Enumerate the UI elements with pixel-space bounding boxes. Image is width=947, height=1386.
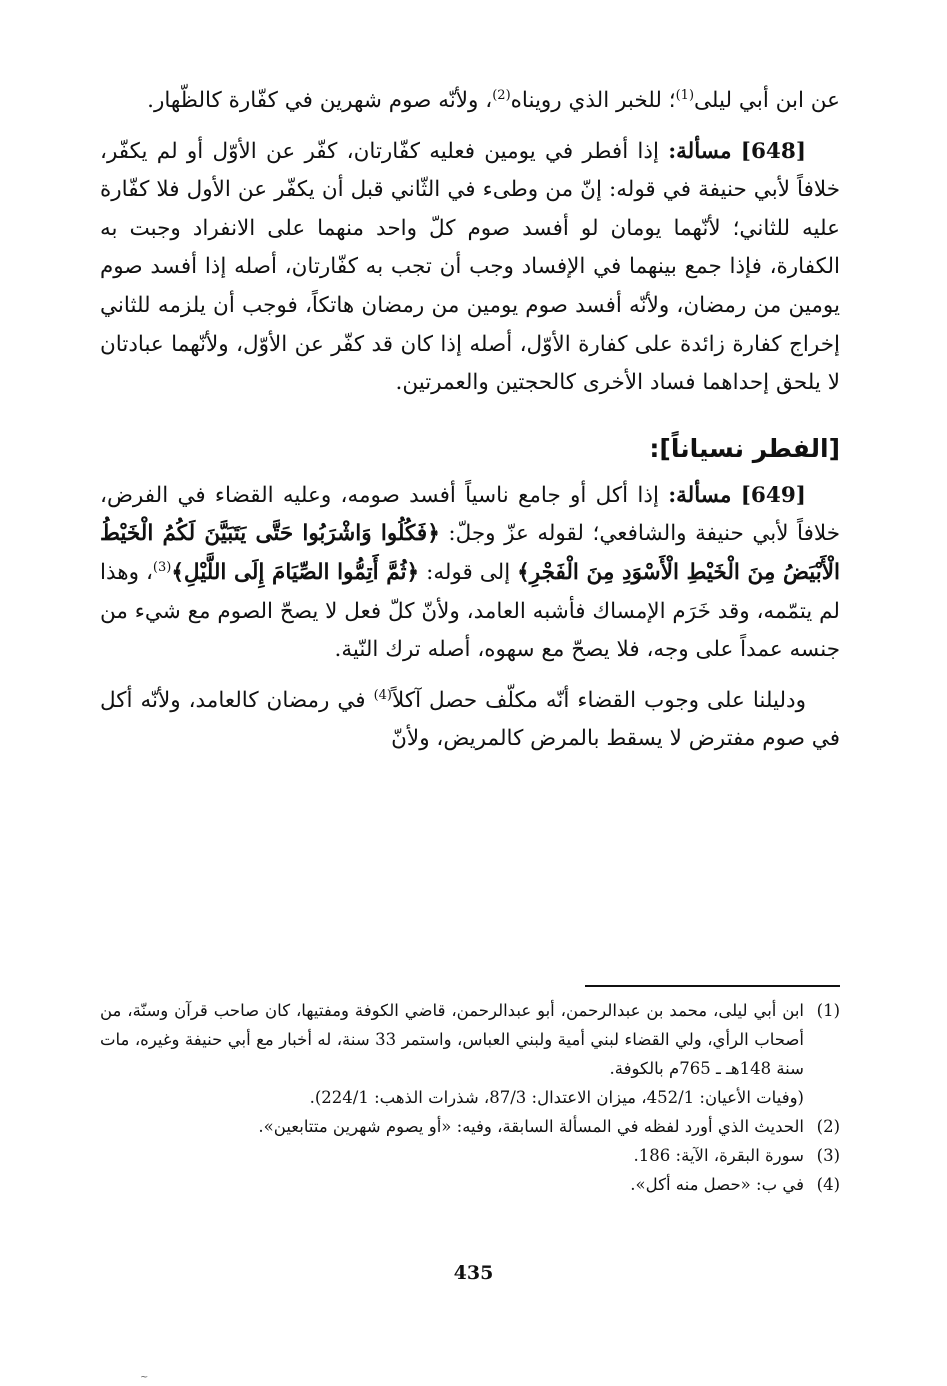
footnote-number: (1) <box>816 1001 840 1020</box>
masala-number: [648] <box>740 138 807 164</box>
section-heading: [الفطر نسياناً]: <box>649 433 840 463</box>
footnote-ref-3[interactable]: (3) <box>152 559 172 575</box>
main-text <box>100 82 840 771</box>
masala-649 <box>100 477 840 670</box>
text-segment: في رمضان كالعامد، ولأنّه أكل في صوم مفترض لا يسقط بالمرض كالمريض، ولأنّ <box>100 687 840 752</box>
footnote-number: (2) <box>816 1117 840 1136</box>
footnotes <box>100 996 840 1199</box>
footnote-text: ابن أبي ليلى، محمد بن عبدالرحمن، أبو عبدالرحمن، قاضي الكوفة ومفتيها، كان صاحب قرآن وسنّة، من أصحاب الرأي، ولي القضاء لبني أمية ولبني العباس، واستمر 33 سنة، له أخبار مع أبي حنيفة وغيره، مات سنة 148هـ ـ 765م بالكوفة. <box>100 1001 805 1078</box>
paragraph-continuation <box>100 82 840 121</box>
footnote-2 <box>100 1112 840 1141</box>
footnote-number: (3) <box>816 1146 840 1165</box>
text-segment: ودليلنا على وجوب القضاء أنّه مكلّف حصل آكلاً <box>392 687 806 713</box>
masala-number: [649] <box>740 482 806 508</box>
text-segment: إذا أكل أو جامع ناسياً أفسد صومه، وعليه القضاء في الفرض، خلافاً لأبي حنيفة والشافعي؛ لقوله عزّ وجلّ: <box>100 482 840 547</box>
masala-label: مسألة: <box>668 482 732 508</box>
masala-648 <box>100 133 840 403</box>
footnote-divider <box>585 985 840 987</box>
masala-text: إذا أفطر في يومين فعليه كفّارتان، كفّر عن الأوّل أو لم يكفّر، خلافاً لأبي حنيفة في قوله: إنّ من وطىء في الثّاني قبل أن يكفّر عن الأول فلا كفّارة عليه للثاني؛ لأنّهما يومان لو أفسد صوم كلّ واحد منهما على الانفراد وجبت به الكفارة، فإذا جمع بينهما في الإفساد وجب أن تجب به كفّارتان، أصله إذا أفسد صوم يومين من رمضان، ولأنّه أفسد صوم يومين من رمضان هاتكاً، فوجب أن يلزمه للثاني إخراج كفارة زائدة على كفارة الأوّل، أصله إذا كان قد كفّر عن الأوّل، ولأنّهما عبادتان لا يلحق إحداهما فساد الأخرى كالحجتين والعمرتين. <box>100 138 840 396</box>
footnote-text: سورة البقرة، الآية: 186. <box>633 1146 804 1165</box>
scan-mark: ~ <box>140 1372 149 1383</box>
footnote-text: الحديث الذي أورد لفظه في المسألة السابقة، وفيه: «أو يصوم شهرين متتابعين». <box>258 1117 804 1136</box>
text-segment: ، وهذا لم يتمّمه، وقد خَرَم الإمساك فأشبه العامد، ولأنّ كلّ فعل لا يصحّ الصوم مع شيء من جنسه عمداً على وجه، فلا يصحّ مع سهوه، أصله ترك النّية. <box>100 559 840 663</box>
page-number: 435 <box>453 1262 494 1284</box>
footnote-ref-2[interactable]: (2) <box>492 87 511 103</box>
text-segment: عن ابن أبي ليلى <box>694 88 840 113</box>
footnote-number: (4) <box>816 1175 840 1194</box>
text-segment: ؛ للخبر الذي رويناه <box>510 88 676 113</box>
text-segment: إلى قوله: <box>426 559 511 585</box>
footnote-4 <box>100 1170 840 1199</box>
footnote-1 <box>100 996 840 1083</box>
proof-paragraph <box>100 682 840 759</box>
quran-quote: ﴿ثُمَّ أَتِمُّوا الصِّيَامَ إِلَى اللَّيْلِ﴾ <box>171 559 420 585</box>
footnote-text: في ب: «حصل منه أكل». <box>630 1175 804 1194</box>
footnote-ref-4[interactable]: (4) <box>373 687 392 703</box>
footnote-1-sources: (وفيات الأعيان: 452/1، ميزان الاعتدال: 87/3، شذرات الذهب: 224/1). <box>309 1088 804 1107</box>
masala-label: مسألة: <box>668 138 732 164</box>
quran-quote: ﴿فَكُلُوا وَاشْرَبُوا حَتَّى يَتَبَيَّنَ لَكُمُ الْخَيْطُ الْأَبْيَضُ مِنَ الْخَيْطِ الْأَسْوَدِ مِنَ الْفَجْرِ﴾ <box>100 521 840 585</box>
text-segment: ، ولأنّه صوم شهرين في كفّارة كالظّهار. <box>147 88 493 113</box>
footnote-ref-1[interactable]: (1) <box>675 87 695 103</box>
footnote-3 <box>100 1141 840 1170</box>
